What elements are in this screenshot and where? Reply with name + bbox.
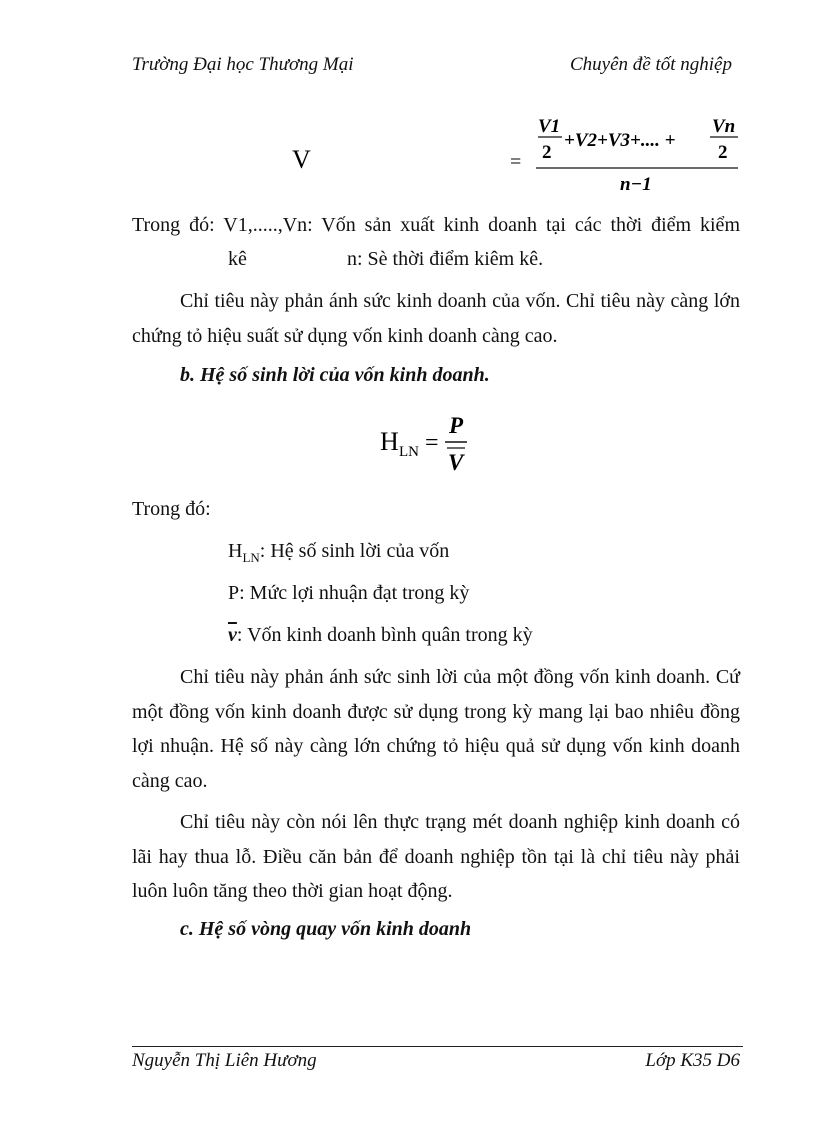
where1-line1: Trong đó: V1,.....,Vn: Vốn sản xuất kinh doanh tại các thời điểm kiểm [132,214,740,236]
formula-profit-ratio [378,404,478,480]
heading-b: b. Hệ số sinh lời của vốn kinh doanh. [180,364,490,386]
formula2-eq: = [425,430,439,456]
footer-class: Lớp K35 D6 [645,1050,740,1071]
where1-line2-b: n: Sè thời điểm kiêm kê. [347,248,544,270]
where2-item1-h: H [228,540,243,562]
where2-item-hln [228,534,449,575]
formula2-num: P [449,413,464,438]
heading-c: c. Hệ số vòng quay vốn kinh doanh [180,918,472,940]
formula2-h: H [380,427,399,456]
paragraph-2: Chỉ tiêu này phản ánh sức sinh lời của một đồng vốn kinh doanh. Cứ một đồng vốn kinh doanh được sử dụng trong kỳ mang lại bao nhiêu đồng lợi nhuận. Hệ số này càng lớn chứng tỏ hiệu quả sử dụng vốn kinh doanh càng cao. [132,666,740,792]
formula-average-capital [280,108,750,200]
where2-item1-sub: LN [242,550,260,565]
formula2-den: V [448,450,464,475]
paragraph-1: Chỉ tiêu này phản ánh sức kinh doanh của vốn. Chỉ tiêu này càng lớn chứng tỏ hiệu suất sử dụng vốn kinh doanh càng cao. [132,290,740,347]
footer-divider [132,1046,743,1047]
where2-title: Trong đó: [132,498,211,520]
formula-vn-den: 2 [718,142,728,163]
where2-item-v [228,618,533,652]
where2-item1-text: : Hệ số sinh lời của vốn [259,540,450,562]
where1-line2-a: kê [228,248,247,270]
paragraph-3: Chỉ tiêu này còn nói lên thực trạng mét doanh nghiệp kinh doanh có lãi hay thua lỗ. Điều căn bản để doanh nghiệp tồn tại là chỉ tiêu này phải luôn luôn tăng theo thời gian hoạt động. [132,811,740,902]
formula-vn: Vn [712,116,736,137]
where2-item3-text: : Vốn kinh doanh bình quân trong kỳ [236,624,533,646]
header-title: Chuyên đề tốt nghiệp [570,54,732,75]
formula-lhs: V [292,145,311,174]
formula-middle: +V2+V3+.... + [564,130,676,151]
formula-v1: V1 [538,116,561,137]
formula-equals: = [510,151,522,173]
where2-item-p: P: Mức lợi nhuận đạt trong kỳ [228,582,470,604]
formula-den: n−1 [620,174,652,195]
where2-item3-sym: $\overline{v}$ [228,624,237,646]
formula-v1-den: 2 [542,142,552,163]
formula2-sub: LN [399,444,419,460]
footer-author: Nguyễn Thị Liên Hương [132,1050,317,1071]
header-school: Trường Đại học Thương Mại [132,54,354,75]
